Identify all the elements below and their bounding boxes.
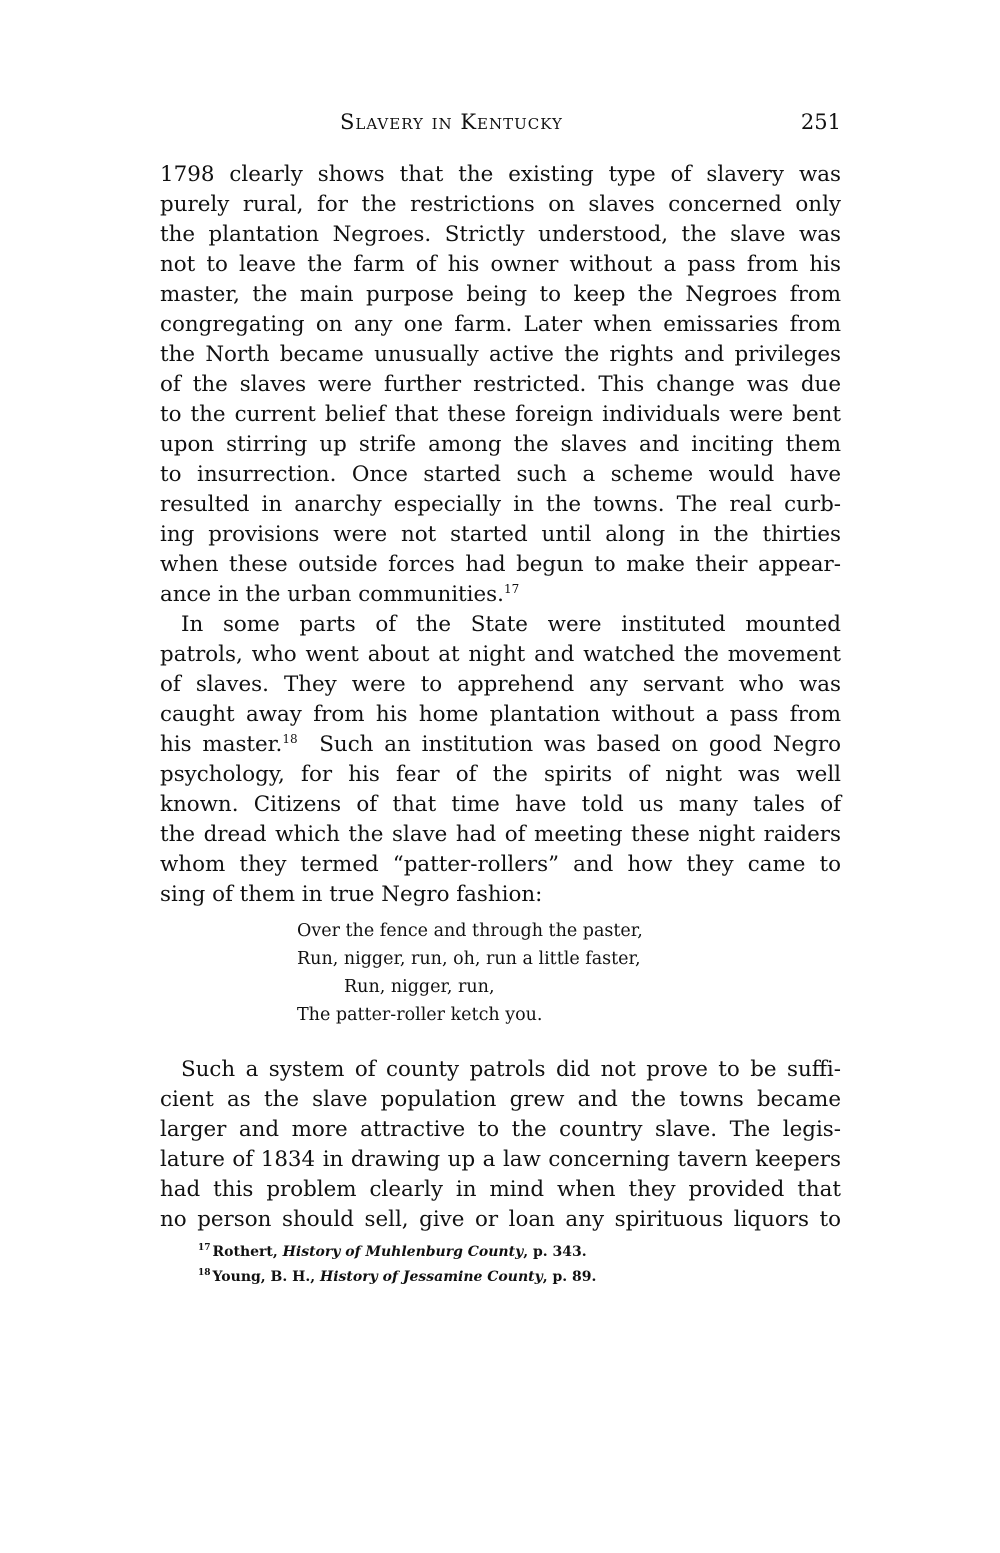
page-header (160, 110, 841, 140)
text-line (160, 580, 841, 610)
text-fragment: his master. (160, 732, 283, 757)
text-line: had this problem clearly in mind when they provided that (160, 1177, 841, 1202)
footnote (198, 1265, 596, 1290)
text-line: lature of 1834 in drawing up a law concerning tavern keepers (160, 1147, 841, 1172)
text-line: caught away from his home plantation without a pass from (160, 702, 841, 727)
text-line: congregating on any one farm. Later when emissaries from (160, 312, 841, 337)
text-line: to the current belief that these foreign individuals were bent (160, 402, 841, 427)
text-line: no person should sell, give or loan any spirituous liquors to (160, 1207, 841, 1232)
footnotes (198, 1240, 596, 1290)
paragraph-1 (160, 160, 841, 610)
text-line: larger and more attractive to the country slave. The legis- (160, 1117, 841, 1142)
verse-line: Over the fence and through the paster, (297, 921, 643, 941)
text-line: 1798 clearly shows that the existing type of slavery was (160, 162, 841, 187)
text-line: cient as the slave population grew and the towns became (160, 1087, 841, 1112)
text-line: when these outside forces had begun to make their appear- (160, 552, 841, 577)
footnote (198, 1240, 596, 1265)
verse-line: Run, nigger, run, (344, 977, 495, 997)
text-line: of slaves. They were to apprehend any servant who was (160, 672, 841, 697)
text-line: the dread which the slave had of meeting these night raiders (160, 822, 841, 847)
text-line: known. Citizens of that time have told us many tales of (160, 792, 841, 817)
text-line: upon stirring up strife among the slaves and inciting them (160, 432, 841, 457)
text-line: whom they termed “patter-rollers” and how they came to (160, 852, 841, 877)
verse-line: The patter-roller ketch you. (297, 1005, 543, 1025)
text-line: ing provisions were not started until along in the thirties (160, 522, 841, 547)
text-line: psychology, for his fear of the spirits of night was well (160, 762, 841, 787)
text-line: master, the main purpose being to keep the Negroes from (160, 282, 841, 307)
footnote-page: , p. 343. (523, 1244, 587, 1260)
text-line: of the slaves were further restricted. This change was due (160, 372, 841, 397)
text-line: patrols, who went about at night and watched the movement (160, 642, 841, 667)
body-text (160, 160, 841, 910)
paragraph-3 (160, 1055, 841, 1235)
text-line: purely rural, for the restrictions on slaves concerned only (160, 192, 841, 217)
text-fragment: Such an institution was based on good Negro (297, 732, 841, 757)
page-number: 251 (800, 110, 841, 134)
footnote-author: Young, B. H., (212, 1269, 320, 1285)
footnote-mark: 18 (198, 1268, 211, 1279)
paragraph-2 (160, 610, 841, 910)
text-line (160, 730, 841, 760)
text-line: the North became unusually active the rights and privileges (160, 342, 841, 367)
text-line: sing of them in true Negro fashion: (160, 882, 543, 907)
text-line: the plantation Negroes. Strictly understood, the slave was (160, 222, 841, 247)
text-line: resulted in anarchy especially in the towns. The real curb- (160, 492, 841, 517)
footnote-title: History of Muhlenburg County (282, 1244, 524, 1260)
footnote-reference[interactable]: 18 (282, 731, 298, 746)
verse-line: Run, nigger, run, oh, run a little faster, (297, 949, 641, 969)
verse-block (297, 917, 643, 1029)
text-fragment: ance in the urban communities. (160, 582, 504, 607)
footnote-title: History of Jessamine County (319, 1269, 543, 1285)
footnote-page: , p. 89. (542, 1269, 597, 1285)
text-line: In some parts of the State were instituted mounted (181, 612, 841, 637)
text-line: Such a system of county patrols did not prove to be suffi- (181, 1057, 841, 1082)
footnote-author: Rothert, (212, 1244, 283, 1260)
text-line: not to leave the farm of his owner without a pass from his (160, 252, 841, 277)
footnote-reference[interactable]: 17 (503, 581, 520, 596)
footnote-mark: 17 (198, 1243, 211, 1254)
running-title: Slavery in Kentucky (340, 110, 563, 134)
text-line: to insurrection. Once started such a scheme would have (160, 462, 841, 487)
